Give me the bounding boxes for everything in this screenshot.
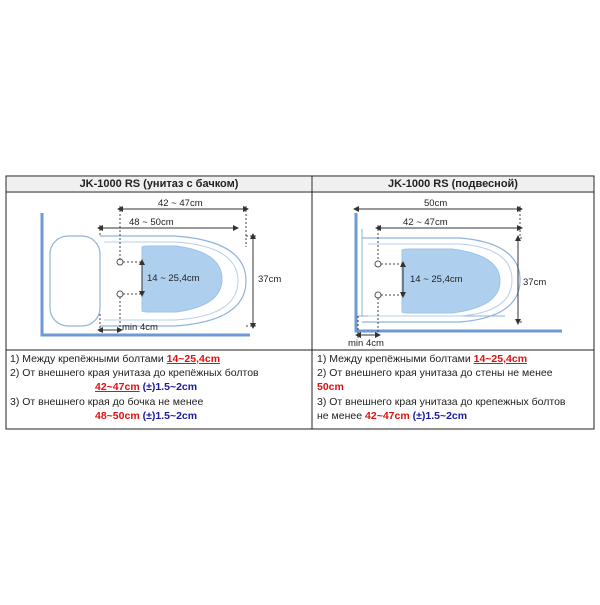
right-note-2-value: 50cm xyxy=(317,381,344,393)
right-note-1: 1) Между крепёжными болтами 14~25,4cm xyxy=(317,353,528,365)
right-note-3: 3) От внешнего края унитаза до крепежных болтов xyxy=(317,396,566,408)
left-note-1: 1) Между крепёжными болтами 14~25,4cm xyxy=(10,353,221,365)
right-dim-bolts: 14 ~ 25,4cm xyxy=(410,274,463,285)
left-toilet-diagram xyxy=(42,198,281,335)
left-note-3-value: 48~50cm (±)1.5~2cm xyxy=(95,410,198,422)
right-note-2: 2) От внешнего края унитаза до стены не менее xyxy=(317,367,553,379)
right-dim-height: 37cm xyxy=(523,277,547,288)
right-toilet-diagram xyxy=(348,198,562,349)
left-bolt-hole-bottom xyxy=(117,291,123,297)
left-dim-min: min 4cm xyxy=(122,322,158,333)
right-dim-inner: 42 ~ 47cm xyxy=(403,217,448,228)
left-dim-inner: 48 ~ 50cm xyxy=(129,217,174,228)
right-bolt-hole-bottom xyxy=(375,292,381,298)
right-note-3-value: не менее 42~47cm (±)1.5~2cm xyxy=(317,410,468,422)
right-bolt-hole-top xyxy=(375,261,381,267)
left-header: JK-1000 RS (унитаз с бачком) xyxy=(79,178,239,190)
left-note-2: 2) От внешнего края унитаза до крепёжных болтов xyxy=(10,367,259,379)
left-dim-bolts: 14 ~ 25,4cm xyxy=(147,273,200,284)
right-dim-min: min 4cm xyxy=(348,338,384,349)
left-tank xyxy=(50,236,100,326)
left-dim-height: 37cm xyxy=(258,274,282,285)
right-dim-outer: 50cm xyxy=(424,198,448,209)
left-dim-outer: 42 ~ 47cm xyxy=(158,198,203,209)
left-note-2-value: 42~47cm (±)1.5~2cm xyxy=(95,381,198,393)
right-header: JK-1000 RS (подвесной) xyxy=(388,178,518,190)
left-note-3: 3) От внешнего края до бочка не менее xyxy=(10,396,204,408)
